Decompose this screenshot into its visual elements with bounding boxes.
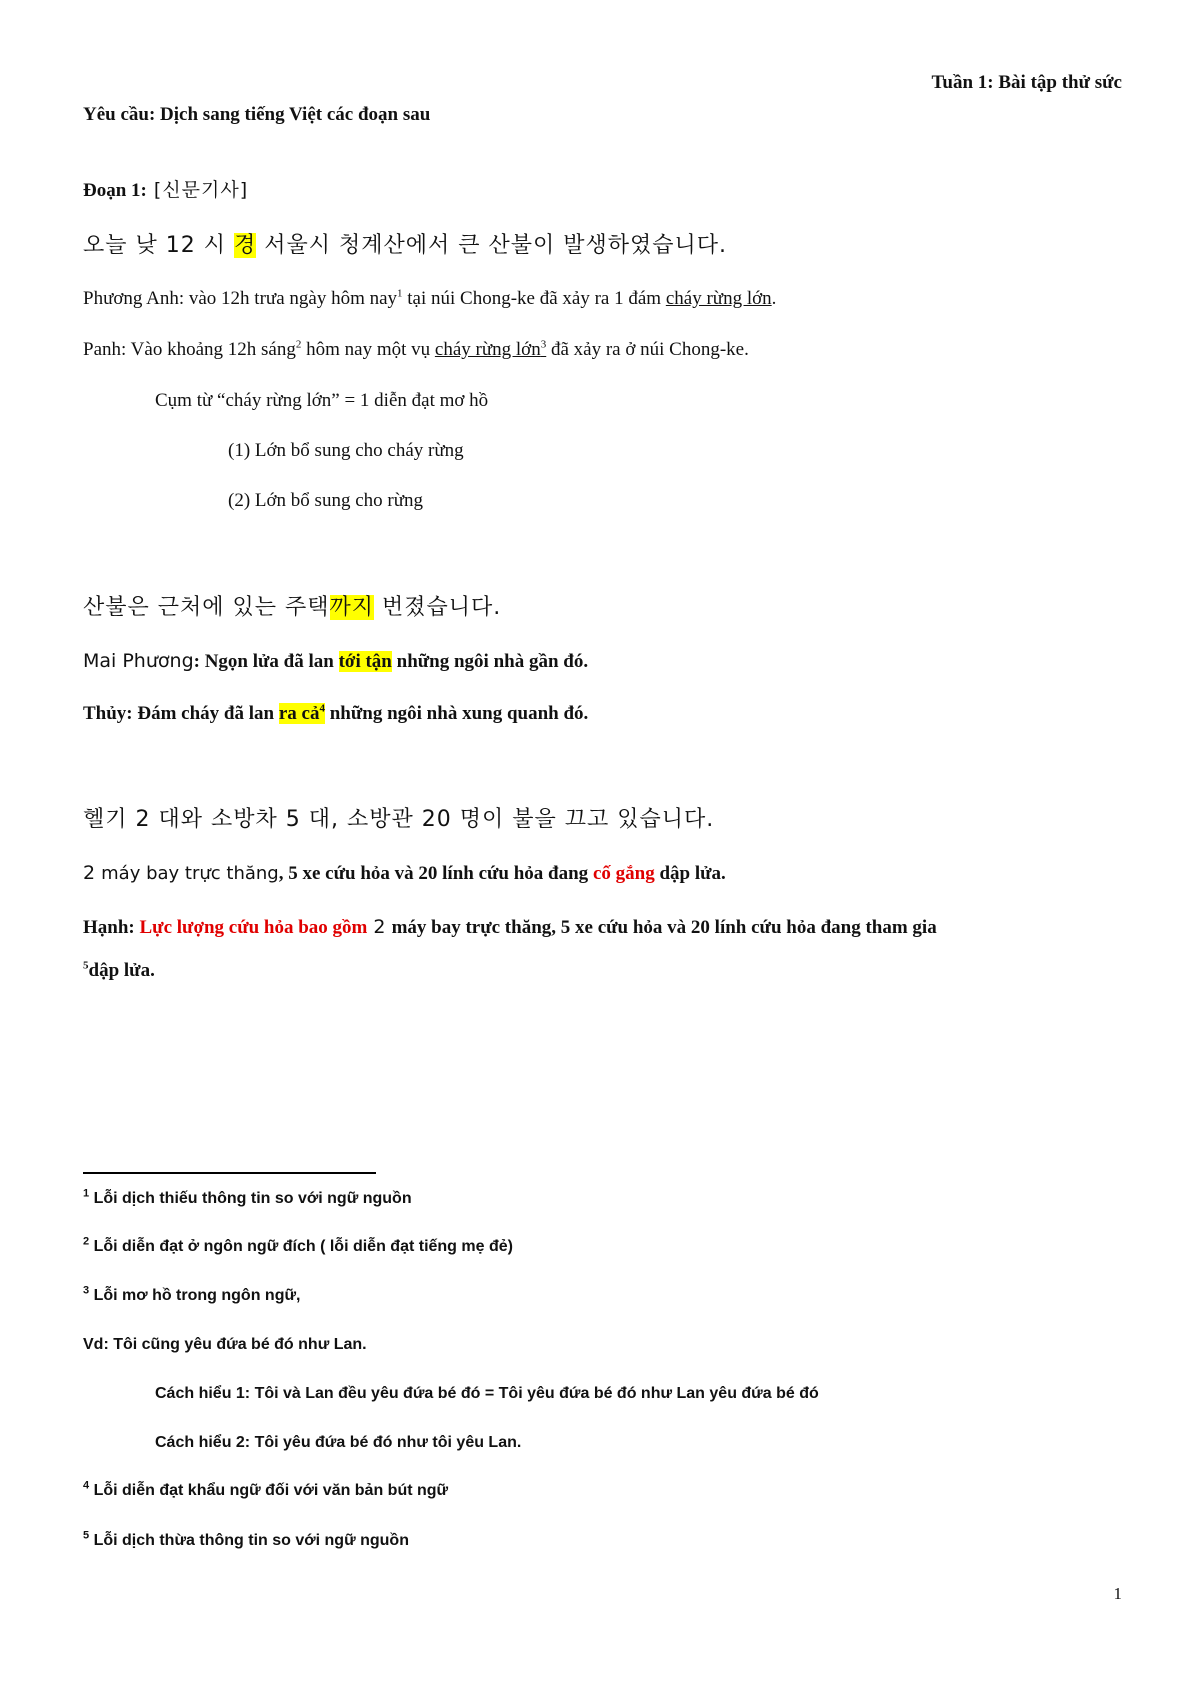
footnote-ref-4: 4 — [319, 702, 325, 715]
translation-mai-phuong — [83, 650, 588, 673]
thuy-highlight-text: ra cả — [278, 703, 320, 724]
requirement-heading: Yêu cầu: Dịch sang tiếng Việt các đoạn sau — [83, 104, 431, 125]
section-heading — [83, 175, 248, 202]
ko1-after: 서울시 청계산에서 큰 산불이 발생하였습니다. — [256, 233, 727, 258]
footnote-example: Vd: Tôi cũng yêu đứa bé đó như Lan. — [83, 1336, 367, 1353]
panh-text-1: Panh: Vào khoảng 12h sáng — [83, 339, 296, 360]
korean-sentence-2 — [83, 590, 501, 621]
footnote-separator — [83, 1172, 376, 1174]
korean-sentence-1 — [83, 228, 727, 259]
thuy-text-2: những ngôi nhà xung quanh đó. — [324, 703, 589, 724]
footnote-interpretation-2: Cách hiểu 2: Tôi yêu đứa bé đó như tôi yêu Lan. — [155, 1434, 522, 1451]
fn-mark-2: 2 — [83, 1235, 90, 1248]
panh-underlined-text: cháy rừng lớn — [434, 339, 541, 360]
hanh-red: Lực lượng cứu hỏa bao gồm — [139, 917, 368, 938]
panh-text-2: hôm nay một vụ — [301, 339, 435, 360]
fn-text-3: Lỗi mơ hồ trong ngôn ngữ, — [93, 1287, 301, 1304]
l1-num: 2 — [83, 862, 102, 884]
mp-highlight: tới tận — [338, 651, 392, 672]
translation-thuy — [83, 703, 588, 725]
footnote-3 — [83, 1284, 301, 1305]
hanh-num: 2 — [367, 916, 392, 938]
page-number: 1 — [1113, 1584, 1122, 1603]
section-tag: [신문기사] — [146, 179, 249, 201]
panh-text-3: đã xảy ra ở núi Chong-ke. — [546, 339, 749, 360]
thuy-highlight — [279, 703, 325, 724]
fn-mark-3: 3 — [83, 1284, 90, 1297]
section-label: Đoạn 1: — [83, 180, 147, 201]
hanh-end: dập lửa. — [88, 960, 155, 981]
translation-phuong-anh — [83, 288, 776, 310]
panh-underlined — [435, 339, 546, 360]
thuy-text-1: Thủy: Đám cháy đã lan — [83, 703, 279, 724]
fn-mark-1: 1 — [83, 1187, 90, 1200]
footnote-interpretation-1: Cách hiểu 1: Tôi và Lan đều yêu đứa bé đó = Tôi yêu đứa bé đó như Lan yêu đứa bé đó — [155, 1385, 819, 1402]
footnote-ref-2: 2 — [295, 338, 302, 351]
footnote-2 — [83, 1235, 513, 1256]
translation-line-1 — [83, 862, 726, 885]
ko1-highlight: 경 — [233, 233, 257, 258]
hanh-name: Hạnh: — [83, 917, 140, 938]
translation-hanh-cont — [83, 960, 155, 982]
l1-a: máy bay trực thăng — [101, 863, 279, 884]
ambiguity-note: Cụm từ “cháy rừng lớn” = 1 diễn đạt mơ hồ — [155, 390, 489, 411]
pa-text-1: Phương Anh: vào 12h trưa ngày hôm nay — [83, 288, 398, 309]
l1-c: dập lửa. — [654, 863, 726, 884]
footnote-5 — [83, 1529, 409, 1550]
translation-hanh — [83, 916, 937, 939]
fn-text-2: Lỗi diễn đạt ở ngôn ngữ đích ( lỗi diễn đạt tiếng mẹ đẻ) — [93, 1238, 513, 1255]
hanh-rest: máy bay trực thăng, 5 xe cứu hỏa và 20 lính cứu hỏa đang tham gia — [391, 917, 937, 938]
ko2-highlight: 까지 — [329, 595, 375, 620]
korean-sentence-3: 헬기 2 대와 소방차 5 대, 소방관 20 명이 불을 끄고 있습니다. — [83, 807, 715, 832]
fn-mark-5: 5 — [83, 1529, 90, 1542]
pa-text-3: . — [771, 288, 777, 309]
ko2-before: 산불은 근처에 있는 주택 — [83, 595, 330, 620]
l1-red: cố gắng — [592, 863, 655, 884]
ko2-after: 번졌습니다. — [374, 595, 502, 620]
ko1-before: 오늘 낮 12 시 — [83, 233, 234, 258]
mp-name: Mai Phương — [83, 650, 194, 672]
footnote-1 — [83, 1187, 412, 1208]
fn-text-5: Lỗi dịch thừa thông tin so với ngữ nguồn — [93, 1532, 409, 1549]
mp-text-2: những ngôi nhà gần đó. — [391, 651, 589, 672]
fn-text-4: Lỗi diễn đạt khẩu ngữ đối với văn bản bút ngữ — [93, 1482, 449, 1499]
l1-b: , 5 xe cứu hỏa và 20 lính cứu hỏa đang — [278, 863, 593, 884]
mp-text-1: : Ngọn lửa đã lan — [193, 651, 339, 672]
translation-panh — [83, 339, 749, 361]
footnote-4 — [83, 1479, 449, 1500]
footnote-ref-1: 1 — [397, 287, 403, 300]
footnote-ref-5: 5 — [83, 959, 89, 972]
week-title: Tuần 1: Bài tập thử sức — [931, 72, 1122, 93]
ambiguity-option-1: (1) Lớn bổ sung cho cháy rừng — [228, 440, 464, 461]
ambiguity-option-2: (2) Lớn bổ sung cho rừng — [228, 490, 424, 511]
fn-text-1: Lỗi dịch thiếu thông tin so với ngữ nguồn — [93, 1190, 412, 1207]
footnote-ref-3: 3 — [540, 338, 547, 351]
fn-mark-4: 4 — [83, 1479, 90, 1492]
pa-underlined: cháy rừng lớn — [665, 288, 772, 309]
pa-text-2: tại núi Chong-ke đã xảy ra 1 đám — [402, 288, 666, 309]
